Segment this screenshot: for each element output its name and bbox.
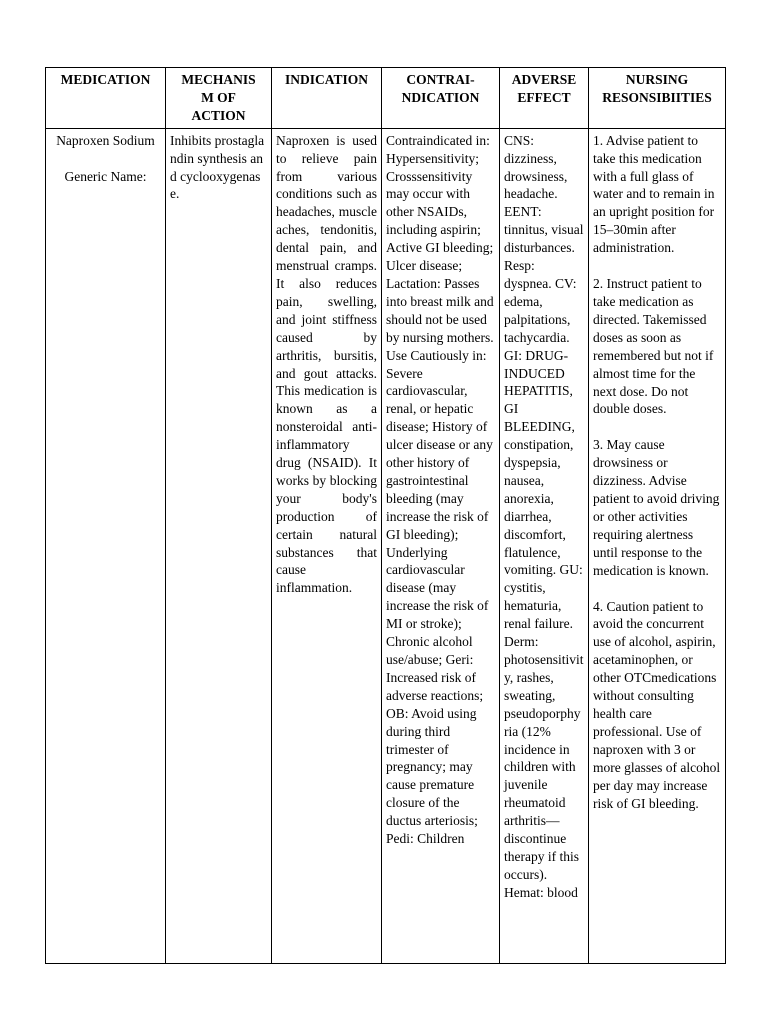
contraindication-cell <box>382 128 500 963</box>
indication-text: Naproxen is used to relieve pain from various conditions such as headaches, muscle aches, tendonitis, dental pain, and menstrual cramps. It also reduces pain, swelling, and joint stiffness caused by arthritis, bursitis, and gout attacks. This medication is known as a nonsteroidal anti-inflammatory drug (NSAID). It works by blocking your body's production of certain natural substances that cause inflammation. <box>276 132 377 596</box>
indication-cell <box>272 128 382 963</box>
header-mechanism-line3: ACTION <box>191 107 246 123</box>
drug-study-table <box>45 67 726 964</box>
contraindication-text: Contraindicated in: Hypersensitivity; Crosssensitivity may occur with other NSAIDs, including aspirin; Active GI bleeding; Ulcer disease; Lactation: Passes into breast milk and should not be used by nursing mothers. Use Cautiously in: Severe cardiovascular, renal, or hepatic disease; History of ulcer disease or any other history of gastrointestinal bleeding (may increase the risk of GI bleeding); Underlying cardiovascular disease (may increase the risk of MI or stroke); Chronic alcohol use/abuse; Geri: Increased risk of adverse reactions; OB: Avoid using during third trimester of pregnancy; may cause premature closure of the ductus arteriosis; Pedi: Children <box>386 132 494 847</box>
header-indication <box>272 68 382 129</box>
header-contra-line2: NDICATION <box>401 89 480 105</box>
medication-cell <box>46 128 166 963</box>
header-adverse-line2: EFFECT <box>517 89 571 105</box>
header-medication-label: MEDICATION <box>60 72 151 87</box>
generic-name-label: Generic Name: <box>64 168 147 184</box>
table-row <box>46 128 726 963</box>
header-contraindication <box>382 68 500 129</box>
header-medication <box>46 68 166 129</box>
nursing-item: 2. Instruct patient to take medication as directed. Takemissed doses as soon as remembered but not if almost time for the next dose. Do not double doses. <box>593 276 714 417</box>
medication-name: Naproxen Sodium <box>56 132 155 148</box>
mechanism-text: Inhibits prostaglandin synthesis and cyclooxygenase. <box>170 132 265 202</box>
header-row <box>46 68 726 129</box>
header-contra-line1: CONTRAI- <box>406 72 475 87</box>
header-mechanism <box>166 68 272 129</box>
header-adverse-effect <box>500 68 589 129</box>
header-mechanism-line1: MECHANIS <box>181 72 256 87</box>
nursing-item: 1. Advise patient to take this medication with a full glass of water and to remain in an upright position for 15–30min after administration. <box>593 132 715 256</box>
header-mechanism-line2: M OF <box>201 89 236 105</box>
header-indication-label: INDICATION <box>284 72 368 87</box>
adverse-effect-text: CNS: dizziness, drowsiness, headache. EENT: tinnitus, visual disturbances. Resp: dyspnea. CV: edema, palpitations, tachycardia. GI: DRUG-INDUCED HEPATITIS, GI BLEEDING, constipation, dyspepsia, nausea, anorexia, diarrhea, discomfort, flatulence, vomiting. GU: cystitis, hematuria, renal failure. Derm: photosensitivity, rashes, sweating, pseudoporphyria (12% incidence in children with juvenile rheumatoid arthritis—discontinue therapy if this occurs). Hemat: blood <box>504 132 584 900</box>
nursing-item: 3. May cause drowsiness or dizziness. Advise patient to avoid driving or other activities requiring alertness until response to the medication is known. <box>593 437 720 578</box>
header-nursing-line2: RESONSIBIITIES <box>602 89 712 105</box>
header-nursing-line1: NURSING <box>625 72 689 87</box>
header-nursing <box>589 68 726 129</box>
nursing-cell <box>589 128 726 963</box>
header-adverse-line1: ADVERSE <box>511 72 577 87</box>
mechanism-cell <box>166 128 272 963</box>
adverse-effect-cell <box>500 128 589 963</box>
nursing-item: 4. Caution patient to avoid the concurrent use of alcohol, aspirin, acetaminophen, or other OTCmedications without consulting health care professional. Use of naproxen with 3 or more glasses of alcohol per day may increase risk of GI bleeding. <box>593 598 721 811</box>
